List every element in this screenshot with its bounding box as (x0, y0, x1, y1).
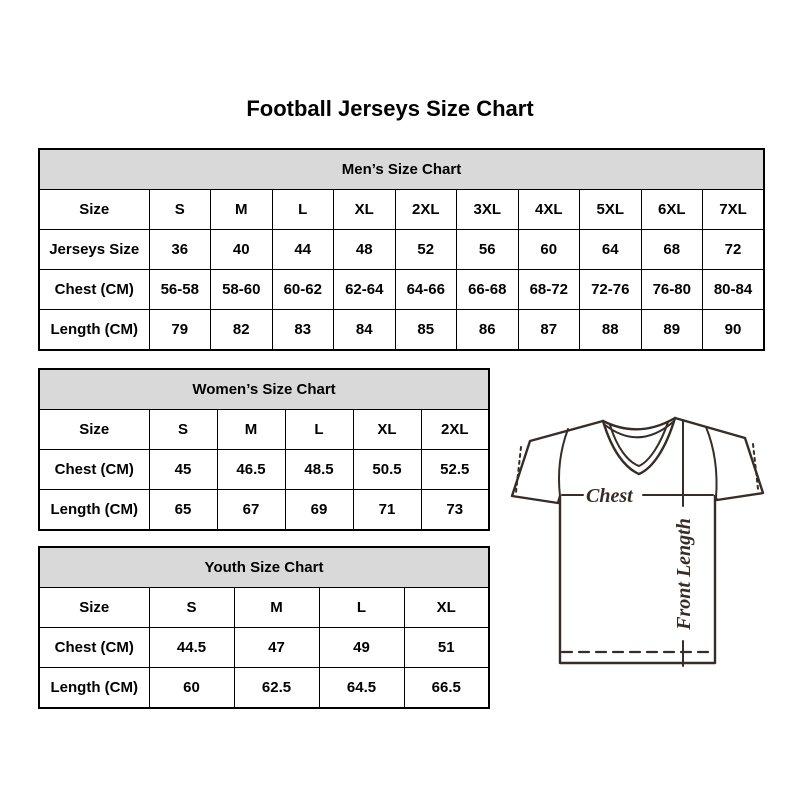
cell: 40 (211, 230, 273, 270)
table-row-size (39, 410, 489, 450)
cell: 45 (149, 450, 217, 490)
table-row-size (39, 190, 764, 230)
cell: 82 (211, 310, 273, 351)
cell: 72-76 (580, 270, 642, 310)
cell: 60 (149, 668, 234, 709)
cell: 36 (149, 230, 211, 270)
cell: 3XL (457, 190, 519, 230)
cell: 62-64 (334, 270, 396, 310)
cell: 65 (149, 490, 217, 531)
cell: 64.5 (319, 668, 404, 709)
table-row-length (39, 668, 489, 709)
cell: 68-72 (518, 270, 580, 310)
cell: L (285, 410, 353, 450)
cell: 86 (457, 310, 519, 351)
cell: 49 (319, 628, 404, 668)
cell: S (149, 588, 234, 628)
chest-measure-label: Chest (586, 485, 633, 507)
youth-size-table (38, 546, 490, 709)
mens-size-table (38, 148, 765, 351)
row-label: Size (39, 190, 149, 230)
row-label: Length (CM) (39, 668, 149, 709)
jersey-outline (512, 418, 763, 663)
cell: 64 (580, 230, 642, 270)
cell: 44.5 (149, 628, 234, 668)
cell: 56 (457, 230, 519, 270)
cell: 2XL (421, 410, 489, 450)
cell: 87 (518, 310, 580, 351)
cell: 51 (404, 628, 489, 668)
cell: 71 (353, 490, 421, 531)
cell: 69 (285, 490, 353, 531)
cell: 52 (395, 230, 457, 270)
cell: 58-60 (211, 270, 273, 310)
page-title: Football Jerseys Size Chart (246, 96, 534, 121)
jersey-armhole-right (706, 427, 717, 498)
mens-table-title: Men’s Size Chart (39, 149, 764, 190)
cell: 48 (334, 230, 396, 270)
cell: 6XL (641, 190, 703, 230)
cell: 60 (518, 230, 580, 270)
cell: 79 (149, 310, 211, 351)
cell: L (272, 190, 334, 230)
row-label: Size (39, 588, 149, 628)
cell: L (319, 588, 404, 628)
womens-table-title: Women’s Size Chart (39, 369, 489, 410)
cell: 90 (703, 310, 765, 351)
cell: 80-84 (703, 270, 765, 310)
row-label: Chest (CM) (39, 270, 149, 310)
table-row-length (39, 490, 489, 531)
cell: M (234, 588, 319, 628)
table-header-row (39, 369, 489, 410)
table-row-chest (39, 628, 489, 668)
cell: S (149, 410, 217, 450)
cell: 2XL (395, 190, 457, 230)
cell: XL (404, 588, 489, 628)
row-label: Chest (CM) (39, 450, 149, 490)
cell: 50.5 (353, 450, 421, 490)
cell: 46.5 (217, 450, 285, 490)
table-header-row (39, 547, 489, 588)
cell: M (217, 410, 285, 450)
cell: S (149, 190, 211, 230)
table-row-length (39, 310, 764, 351)
table-header-row (39, 149, 764, 190)
cell: 4XL (518, 190, 580, 230)
cell: 66-68 (457, 270, 519, 310)
cell: 76-80 (641, 270, 703, 310)
table-row-size (39, 588, 489, 628)
cell: 62.5 (234, 668, 319, 709)
jersey-armhole-left (559, 429, 568, 496)
table-row-jerseys-size (39, 230, 764, 270)
row-label: Jerseys Size (39, 230, 149, 270)
row-label: Size (39, 410, 149, 450)
row-label: Chest (CM) (39, 628, 149, 668)
cell: 44 (272, 230, 334, 270)
cell: 83 (272, 310, 334, 351)
front-length-measure-label: Front Length (673, 518, 695, 630)
row-label: Length (CM) (39, 490, 149, 531)
cell: 84 (334, 310, 396, 351)
cell: 60-62 (272, 270, 334, 310)
cell: 73 (421, 490, 489, 531)
row-label: Length (CM) (39, 310, 149, 351)
cell: XL (353, 410, 421, 450)
cell: 66.5 (404, 668, 489, 709)
table-row-chest (39, 450, 489, 490)
cell: 47 (234, 628, 319, 668)
cell: 48.5 (285, 450, 353, 490)
cell: M (211, 190, 273, 230)
cell: 89 (641, 310, 703, 351)
cell: 64-66 (395, 270, 457, 310)
cell: 88 (580, 310, 642, 351)
cell: 56-58 (149, 270, 211, 310)
cell: 7XL (703, 190, 765, 230)
cell: 67 (217, 490, 285, 531)
cell: 72 (703, 230, 765, 270)
cell: 5XL (580, 190, 642, 230)
cell: 85 (395, 310, 457, 351)
cell: XL (334, 190, 396, 230)
womens-size-table (38, 368, 490, 531)
jersey-measurement-diagram (500, 406, 772, 674)
table-row-chest (39, 270, 764, 310)
cell: 52.5 (421, 450, 489, 490)
cell: 68 (641, 230, 703, 270)
youth-table-title: Youth Size Chart (39, 547, 489, 588)
